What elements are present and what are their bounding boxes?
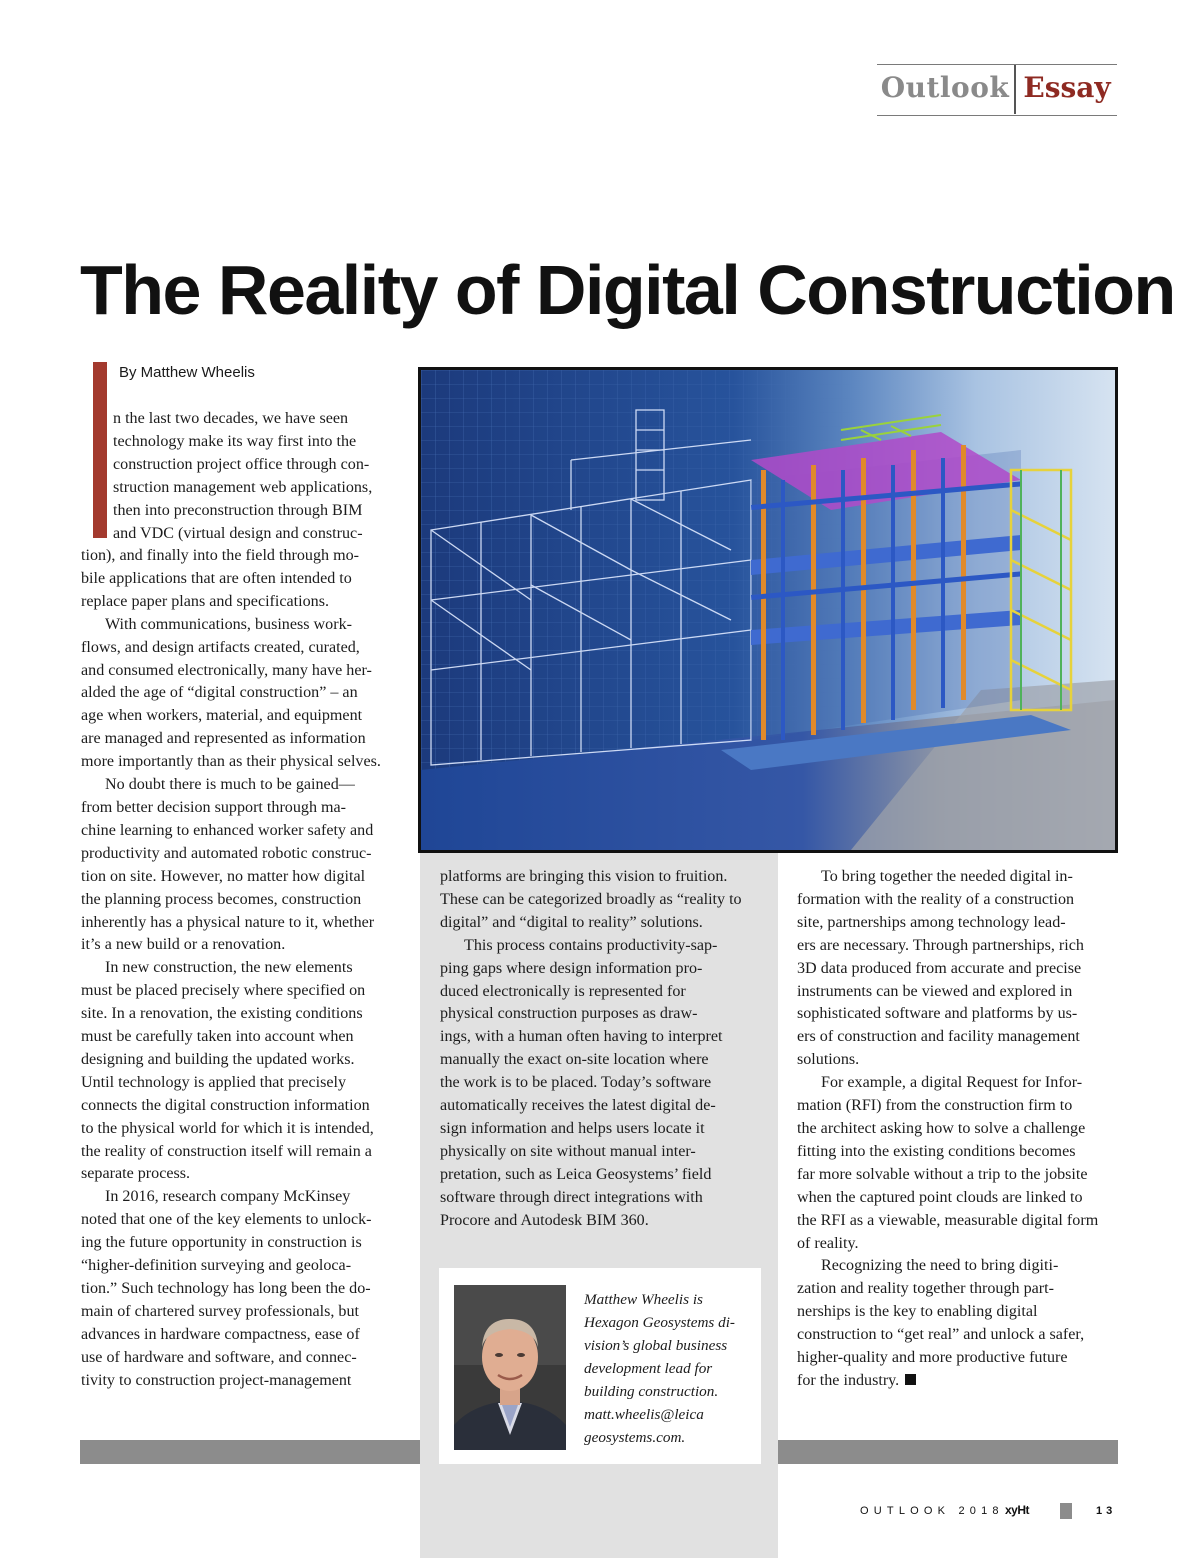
text-line: far more solvable without a trip to the jobsite [797, 1165, 1088, 1183]
text-line: For example, a digital Request for Infor- [821, 1074, 1083, 1092]
column-1 [81, 545, 403, 1393]
text-line: site. In a renovation, the existing conditions [81, 1005, 363, 1023]
text-line: age when workers, material, and equipment [81, 707, 363, 725]
text-line: then into preconstruction through BIM [113, 501, 363, 519]
text-line: ings, with a human often having to interpret [440, 1028, 723, 1046]
text-line: sophisticated software and platforms by us- [797, 1005, 1078, 1023]
text-line: the reality of construction itself will remain a [81, 1142, 372, 1160]
text-line: bile applications that are often intended to [81, 569, 352, 587]
text-line: higher-quality and more productive future [797, 1349, 1068, 1367]
author-box [439, 1268, 761, 1464]
text-line-last [797, 1370, 1119, 1393]
author-bio [584, 1288, 759, 1449]
text-line: software through direct integrations with [440, 1188, 703, 1206]
bio-line: development lead for [584, 1360, 713, 1377]
bio-line: Hexagon Geosystems di- [584, 1314, 735, 1331]
bio-line: vision’s global business [584, 1337, 728, 1354]
text-line: the architect asking how to solve a challenge [797, 1119, 1086, 1137]
text-line: mation (RFI) from the construction firm to [797, 1097, 1073, 1115]
text-line: pretation, such as Leica Geosystems’ field [440, 1165, 712, 1183]
text-line: the work is to be placed. Today’s software [440, 1074, 712, 1092]
bio-line: building construction. [584, 1383, 719, 1400]
text-line: are managed and represented as information [81, 730, 366, 748]
text-line: alded the age of “digital construction” – an [81, 684, 358, 702]
author-photo [454, 1285, 566, 1450]
text-line: ers of construction and facility management [797, 1028, 1080, 1046]
text-line: productivity and automated robotic construc- [81, 844, 372, 862]
section-tab [877, 64, 1117, 116]
text-line: sign information and helps users locate it [440, 1119, 705, 1137]
text-line: With communications, business work- [105, 615, 352, 633]
column-3 [797, 866, 1119, 1393]
text-line: ers are necessary. Through partnerships, rich [797, 936, 1084, 954]
text-line: Procore and Autodesk BIM 360. [440, 1211, 649, 1229]
text-line: fitting into the existing conditions becomes [797, 1142, 1076, 1160]
text-line: No doubt there is much to be gained— [105, 776, 355, 794]
text-line: formation with the reality of a construction [797, 890, 1075, 908]
footer-rule-left [80, 1440, 420, 1464]
text-line: solutions. [797, 1051, 860, 1069]
drop-cap-bar [93, 362, 107, 538]
publication-name: OUTLOOK 2018 [860, 1505, 1004, 1517]
text-line: inherently has a physical nature to it, whether [81, 913, 375, 931]
text-line: for the industry. [797, 1371, 900, 1389]
text-line: it’s a new build or a renovation. [81, 936, 286, 954]
column-1-intro [113, 408, 403, 545]
author-email[interactable]: geosystems.com. [584, 1429, 686, 1446]
text-line: In 2016, research company McKinsey [105, 1188, 351, 1206]
square-end-icon [905, 1374, 916, 1385]
author-email[interactable]: matt.wheelis@leica [584, 1406, 704, 1423]
text-line: the planning process becomes, construction [81, 890, 362, 908]
text-line: advances in hardware compactness, ease of [81, 1325, 360, 1343]
text-line: n the last two decades, we have seen [113, 410, 349, 427]
text-line: tion on site. However, no matter how digital [81, 867, 366, 885]
text-line: tivity to construction project-management [81, 1371, 352, 1389]
text-line: replace paper plans and specifications. [81, 592, 329, 610]
text-line: instruments can be viewed and explored in [797, 982, 1073, 1000]
text-line: Until technology is applied that precisely [81, 1073, 347, 1091]
text-line: physically on site without manual inter- [440, 1142, 696, 1160]
section-label: Outlook [880, 71, 1010, 104]
text-line: “higher-definition surveying and geoloca- [81, 1257, 352, 1275]
text-line: chine learning to enhanced worker safety and [81, 821, 374, 839]
brand-logo: xyHt [1005, 1503, 1030, 1517]
text-line: ing the future opportunity in construction is [81, 1234, 362, 1252]
text-line: construction project office through con- [113, 455, 370, 473]
text-line: use of hardware and software, and connec- [81, 1348, 357, 1366]
footer-rule-right [778, 1440, 1118, 1464]
text-line: nerships is the key to enabling digital [797, 1303, 1038, 1321]
text-line: flows, and design artifacts created, curated, [81, 638, 360, 656]
text-line: and VDC (virtual design and construc- [113, 524, 363, 542]
text-line: when the captured point clouds are linked to [797, 1188, 1083, 1206]
text-line: technology make its way first into the [113, 432, 357, 450]
text-line: tion.” Such technology has long been the do- [81, 1280, 371, 1297]
text-line: ping gaps where design information pro- [440, 959, 703, 977]
text-line: main of chartered survey professionals, but [81, 1302, 359, 1320]
column-2 [440, 866, 765, 1233]
text-line: These can be categorized broadly as “reality to [440, 890, 742, 908]
text-line: tion), and finally into the field through mo- [81, 547, 360, 564]
text-line: connects the digital construction information [81, 1096, 370, 1114]
page-number: 13 [1096, 1505, 1117, 1517]
text-line: digital” and “digital to reality” solutions. [440, 913, 703, 931]
category-label: Essay [1023, 71, 1111, 104]
text-line: the RFI as a viewable, measurable digital form [797, 1211, 1099, 1229]
text-line: This process contains productivity-sap- [464, 936, 718, 954]
text-line: To bring together the needed digital in- [821, 868, 1073, 885]
text-line: to the physical world for which it is intended, [81, 1119, 374, 1137]
text-line: automatically receives the latest digital de- [440, 1097, 716, 1115]
text-line: designing and building the updated works. [81, 1050, 355, 1068]
text-line: 3D data produced from accurate and precise [797, 959, 1082, 977]
text-line: manually the exact on-site location where [440, 1051, 709, 1069]
text-line: must be placed precisely where specified on [81, 982, 366, 1000]
text-line: must be carefully taken into account when [81, 1028, 354, 1046]
construction-illustration [418, 367, 1118, 853]
text-line: from better decision support through ma- [81, 798, 347, 816]
text-line: physical construction purposes as draw- [440, 1005, 698, 1023]
text-line: zation and reality together through part- [797, 1280, 1054, 1298]
text-line: of reality. [797, 1234, 859, 1252]
text-line: platforms are bringing this vision to fruition. [440, 868, 728, 885]
section-divider [1014, 65, 1016, 114]
text-line: and consumed electronically, many have her- [81, 661, 372, 679]
text-line: In new construction, the new elements [105, 959, 353, 977]
text-line: Recognizing the need to bring digiti- [821, 1257, 1059, 1275]
page-footer [860, 1503, 1120, 1523]
text-line: construction to “get real” and unlock a safer, [797, 1326, 1085, 1344]
article-title: The Reality of Digital Construction [80, 251, 1175, 329]
text-line: duced electronically is represented for [440, 982, 686, 1000]
text-line: more importantly than as their physical selves. [81, 753, 381, 771]
text-line: site, partnerships among technology lead- [797, 913, 1066, 931]
bio-line: Matthew Wheelis is [584, 1291, 703, 1308]
footer-block [1060, 1503, 1072, 1519]
byline: By Matthew Wheelis [119, 364, 255, 381]
text-line: noted that one of the key elements to unlock- [81, 1211, 372, 1229]
text-line: separate process. [81, 1165, 191, 1183]
text-line: struction management web applications, [113, 478, 373, 496]
